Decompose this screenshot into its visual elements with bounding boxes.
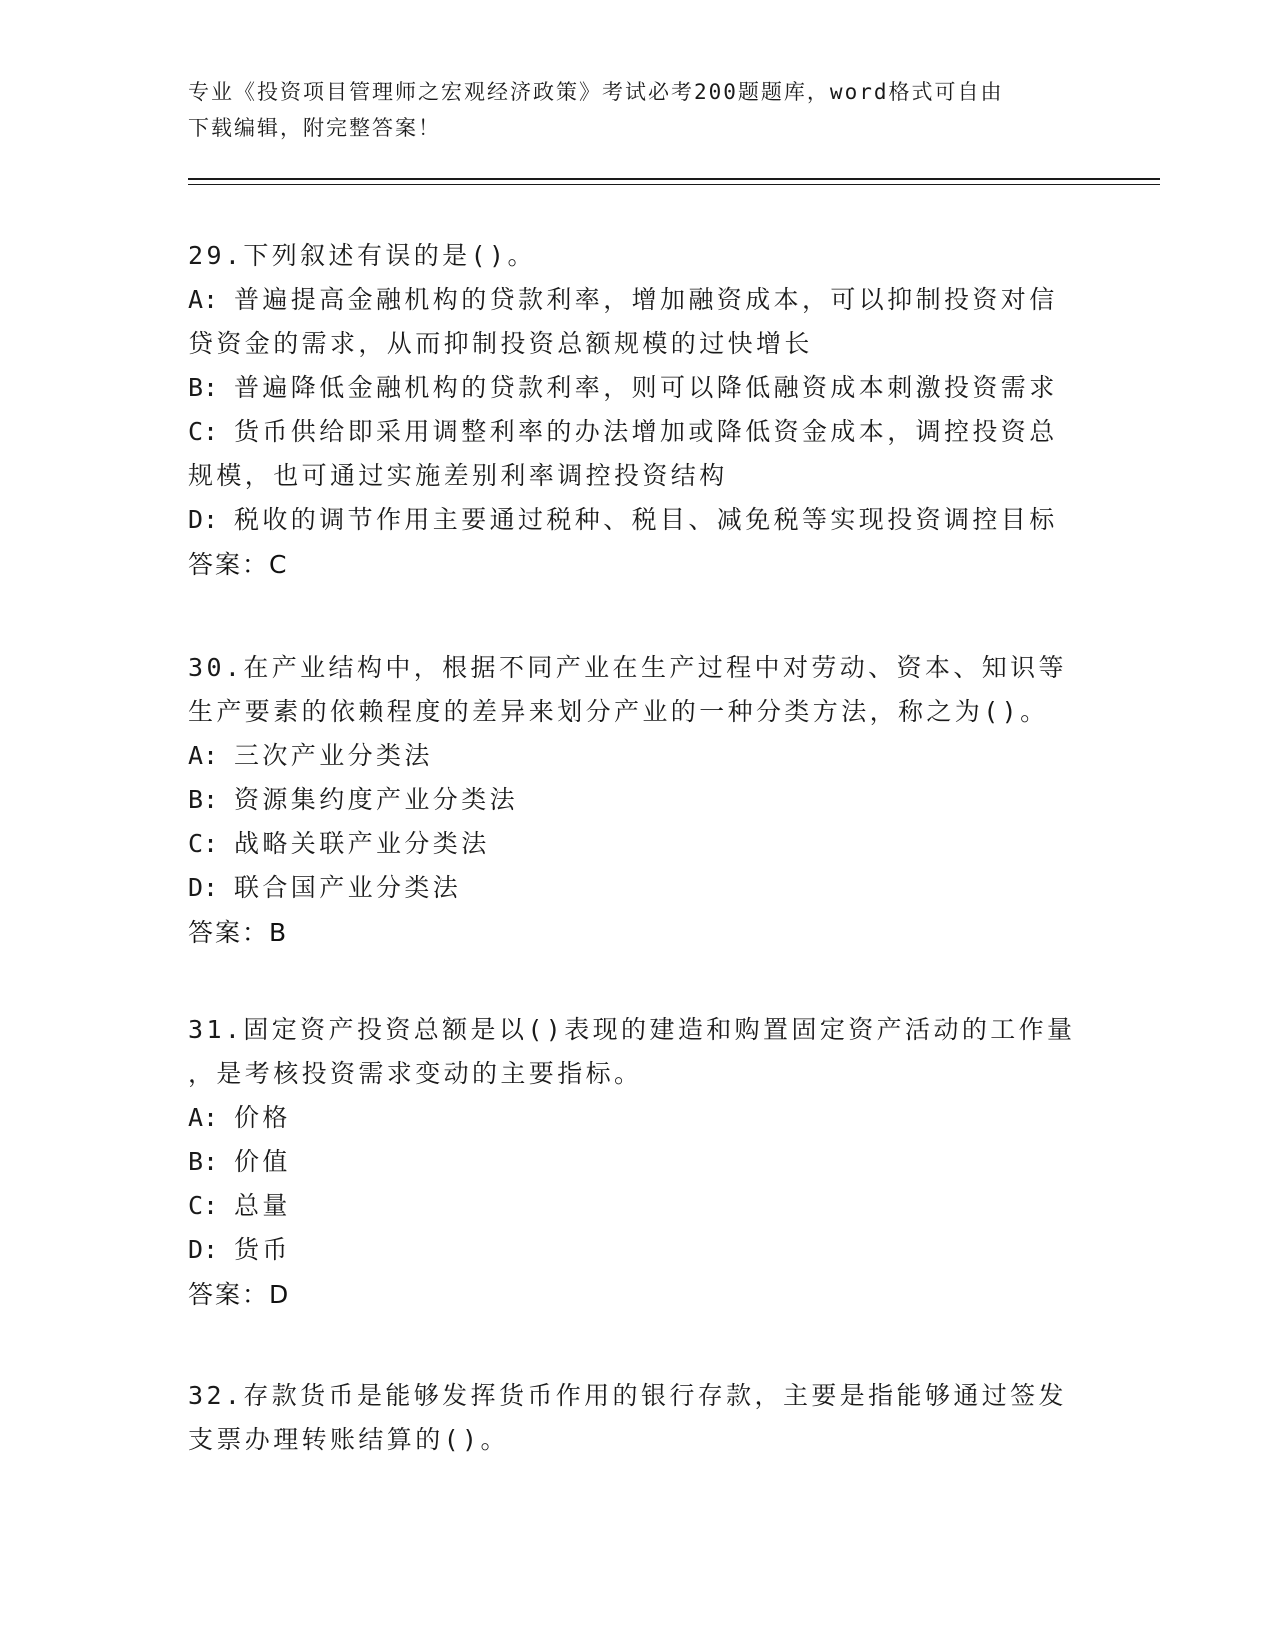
question-stem-continued: 生产要素的依赖程度的差异来划分产业的一种分类方法，称之为()。	[188, 697, 1049, 726]
option-text: 联合国产业分类法	[234, 873, 462, 902]
header-line-1: 专业《投资项目管理师之宏观经济政策》考试必考200题题库，word格式可自由	[188, 80, 1004, 104]
option-key: D:	[188, 505, 219, 534]
option-text-continued: 贷资金的需求，从而抑制投资总额规模的过快增长	[188, 329, 813, 358]
option-b	[188, 778, 1078, 822]
question-32	[188, 1374, 1078, 1462]
option-text: 三次产业分类法	[234, 741, 433, 770]
question-31	[188, 1008, 1078, 1318]
option-key: A:	[188, 285, 219, 314]
option-b	[188, 366, 1078, 410]
option-d	[188, 498, 1078, 542]
question-stem: 32.存款货币是能够发挥货币作用的银行存款，主要是指能够通过签发	[188, 1381, 1067, 1410]
option-a	[188, 1096, 1078, 1140]
option-key: D:	[188, 1235, 219, 1264]
header-divider-thin	[188, 184, 1160, 185]
option-text: 货币供给即采用调整利率的办法增加或降低资金成本，调控投资总	[234, 417, 1058, 446]
header-line-2: 下载编辑，附完整答案！	[188, 116, 441, 140]
option-d	[188, 1228, 1078, 1272]
option-key: C:	[188, 829, 219, 858]
question-stem-continued: ，是考核投资需求变动的主要指标。	[188, 1059, 643, 1088]
option-key: D:	[188, 873, 219, 902]
option-text: 战略关联产业分类法	[234, 829, 490, 858]
option-text: 价值	[234, 1147, 291, 1176]
option-key: B:	[188, 785, 219, 814]
option-text: 普遍提高金融机构的贷款利率，增加融资成本，可以抑制投资对信	[234, 285, 1058, 314]
option-text: 价格	[234, 1103, 291, 1132]
option-key: A:	[188, 1103, 219, 1132]
option-a	[188, 734, 1078, 778]
option-key: B:	[188, 373, 219, 402]
document-header	[188, 74, 1068, 146]
option-c	[188, 1184, 1078, 1228]
option-d	[188, 866, 1078, 910]
option-text: 普遍降低金融机构的贷款利率，则可以降低融资成本刺激投资需求	[234, 373, 1058, 402]
question-stem: 31.固定资产投资总额是以()表现的建造和购置固定资产活动的工作量	[188, 1015, 1076, 1044]
option-a	[188, 278, 1078, 366]
option-text: 资源集约度产业分类法	[234, 785, 519, 814]
option-key: C:	[188, 1191, 219, 1220]
option-key: B:	[188, 1147, 219, 1176]
option-text-continued: 规模，也可通过实施差别利率调控投资结构	[188, 461, 728, 490]
option-text: 总量	[234, 1191, 291, 1220]
question-30	[188, 646, 1078, 956]
question-stem: 30.在产业结构中，根据不同产业在生产过程中对劳动、资本、知识等	[188, 653, 1067, 682]
answer-label: 答案：B	[188, 918, 289, 947]
question-29	[188, 234, 1078, 588]
option-key: A:	[188, 741, 219, 770]
option-c	[188, 410, 1078, 498]
question-stem: 29.下列叙述有误的是()。	[188, 241, 536, 270]
option-key: C:	[188, 417, 219, 446]
option-b	[188, 1140, 1078, 1184]
header-divider-thick	[188, 178, 1160, 180]
option-text: 税收的调节作用主要通过税种、税目、减免税等实现投资调控目标	[234, 505, 1058, 534]
option-c	[188, 822, 1078, 866]
question-stem-continued: 支票办理转账结算的()。	[188, 1425, 509, 1454]
answer-label: 答案：D	[188, 1280, 291, 1309]
option-text: 货币	[234, 1235, 291, 1264]
answer-label: 答案：C	[188, 550, 289, 579]
